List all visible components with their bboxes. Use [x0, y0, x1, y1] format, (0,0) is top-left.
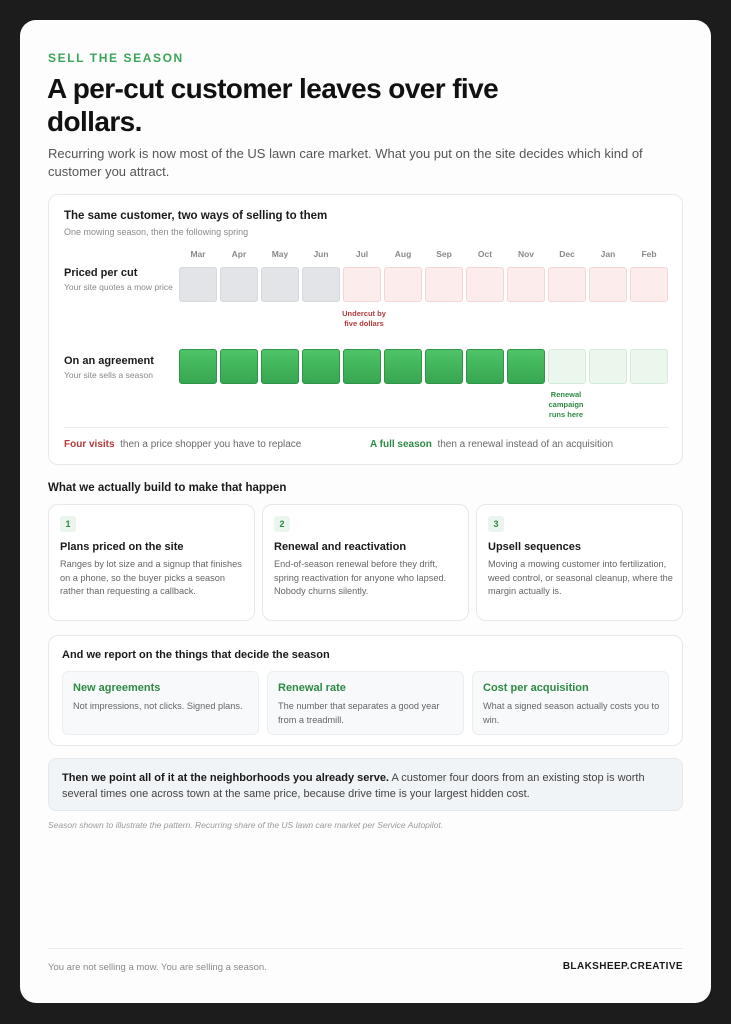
agreement-visit-cell: [179, 349, 217, 384]
agreement-visit-cell: [507, 349, 545, 384]
month-label: Feb: [641, 249, 657, 259]
footer-tagline: You are not selling a mow. You are selling a season.: [48, 962, 267, 973]
per-cut-label: Priced per cut: [64, 267, 138, 279]
eyebrow: SELL THE SEASON: [48, 51, 184, 65]
summary-per-cut-text: then a price shopper you have to replace: [120, 439, 302, 450]
summary-per-cut-bold: Four visits: [64, 439, 115, 450]
build-card: [476, 504, 683, 621]
metric-card: [62, 671, 259, 735]
per-cut-lost-cell: [343, 267, 381, 302]
per-cut-visit-cell: [220, 267, 258, 302]
per-cut-lost-cell: [589, 267, 627, 302]
month-label: Nov: [517, 249, 535, 259]
agreement-visit-cell: [425, 349, 463, 384]
per-cut-lost-cell: [630, 267, 668, 302]
agreement-visit-cell: [261, 349, 299, 384]
summary-agreement-bold: A full season: [370, 439, 432, 450]
metric-title: Cost per acquisition: [483, 682, 589, 694]
agreement-label: On an agreement: [64, 355, 154, 367]
agreement-note: Renewal campaign runs here: [548, 390, 584, 419]
page-card: [20, 20, 711, 1003]
summary-agreement-text: then a renewal instead of an acquisition: [437, 439, 614, 450]
metric-card: [267, 671, 464, 735]
agreement-visit-cell: [220, 349, 258, 384]
metric-title: New agreements: [73, 682, 161, 694]
report-card: [48, 635, 683, 746]
comparison-divider: [64, 427, 669, 428]
build-card-body: Ranges by lot size and a signup that finishes on a phone, so the buyer picks a season rather than requesting a callback.: [60, 559, 242, 596]
step-number: 2: [274, 516, 290, 532]
per-cut-lost-cell: [548, 267, 586, 302]
month-label: Jul: [355, 249, 369, 259]
month-label: Jan: [600, 249, 616, 259]
per-cut-timeline: [179, 267, 667, 302]
month-label: Jun: [313, 249, 329, 259]
agreement-sub: Your site sells a season: [64, 370, 153, 380]
month-header: [179, 249, 667, 261]
metric-body: Not impressions, not clicks. Signed plans.: [73, 701, 243, 711]
build-card-title: Renewal and reactivation: [274, 541, 407, 553]
build-card-body: Moving a mowing customer into fertilization, weed control, or seasonal cleanup, where the margin actually is.: [488, 559, 673, 596]
month-label: Aug: [394, 249, 412, 259]
per-cut-sub: Your site quotes a mow price: [64, 282, 173, 292]
per-cut-visit-cell: [179, 267, 217, 302]
per-cut-visit-cell: [261, 267, 299, 302]
metric-body: What a signed season actually costs you to win.: [483, 701, 660, 725]
step-number: 3: [488, 516, 504, 532]
month-label: Mar: [190, 249, 206, 259]
per-cut-visit-cell: [302, 267, 340, 302]
comparison-subtitle: One mowing season, then the following spring: [64, 227, 249, 237]
month-label: May: [271, 249, 289, 259]
neighborhood-callout: [48, 758, 683, 811]
month-label: Apr: [231, 249, 247, 259]
build-card-title: Upsell sequences: [488, 541, 581, 553]
lede: Recurring work is now most of the US lawn care market. What you put on the site decides which kind of customer you attract.: [48, 146, 643, 179]
callout-bold: Then we point all of it at the neighborhoods you already serve.: [62, 772, 389, 784]
per-cut-lost-cell: [384, 267, 422, 302]
metric-card: [472, 671, 669, 735]
build-card-body: End-of-season renewal before they drift, spring reactivation for anyone who lapsed. Nobody churns silently.: [274, 559, 447, 596]
metric-body: The number that separates a good year from a treadmill.: [278, 701, 440, 725]
comparison-title: The same customer, two ways of selling to them: [64, 210, 328, 222]
agreement-timeline: [179, 349, 667, 384]
report-title: And we report on the things that decide the season: [62, 649, 330, 661]
headline: A per-cut customer leaves over five dollars.: [47, 73, 499, 137]
agreement-renewal-cell: [630, 349, 668, 384]
agreement-renewal-cell: [589, 349, 627, 384]
per-cut-lost-cell: [425, 267, 463, 302]
agreement-renewal-cell: [548, 349, 586, 384]
metric-title: Renewal rate: [278, 682, 346, 694]
agreement-visit-cell: [384, 349, 422, 384]
footer-divider: [48, 948, 683, 949]
build-card: [262, 504, 469, 621]
agreement-visit-cell: [343, 349, 381, 384]
footnote: Season shown to illustrate the pattern. Recurring share of the US lawn care market per Service Autopilot.: [48, 820, 444, 830]
build-card: [48, 504, 255, 621]
comparison-card: [48, 194, 683, 465]
agreement-visit-cell: [302, 349, 340, 384]
callout-text: A customer four doors from an existing stop is worth several times one across town at the same price, because drive time is your largest hidden cost.: [62, 772, 645, 800]
summary-per-cut: [64, 439, 301, 450]
build-card-title: Plans priced on the site: [60, 541, 184, 553]
month-label: Oct: [477, 249, 493, 259]
step-number: 1: [60, 516, 76, 532]
month-label: Dec: [559, 249, 575, 259]
per-cut-lost-cell: [507, 267, 545, 302]
per-cut-note: Undercut by five dollars: [342, 309, 386, 328]
brand-logo: BLAKSHEEP.CREATIVE: [562, 961, 683, 972]
summary-agreement: [370, 439, 613, 450]
per-cut-lost-cell: [466, 267, 504, 302]
build-section-title: What we actually build to make that happen: [48, 482, 287, 494]
month-label: Sep: [436, 249, 452, 259]
agreement-visit-cell: [466, 349, 504, 384]
